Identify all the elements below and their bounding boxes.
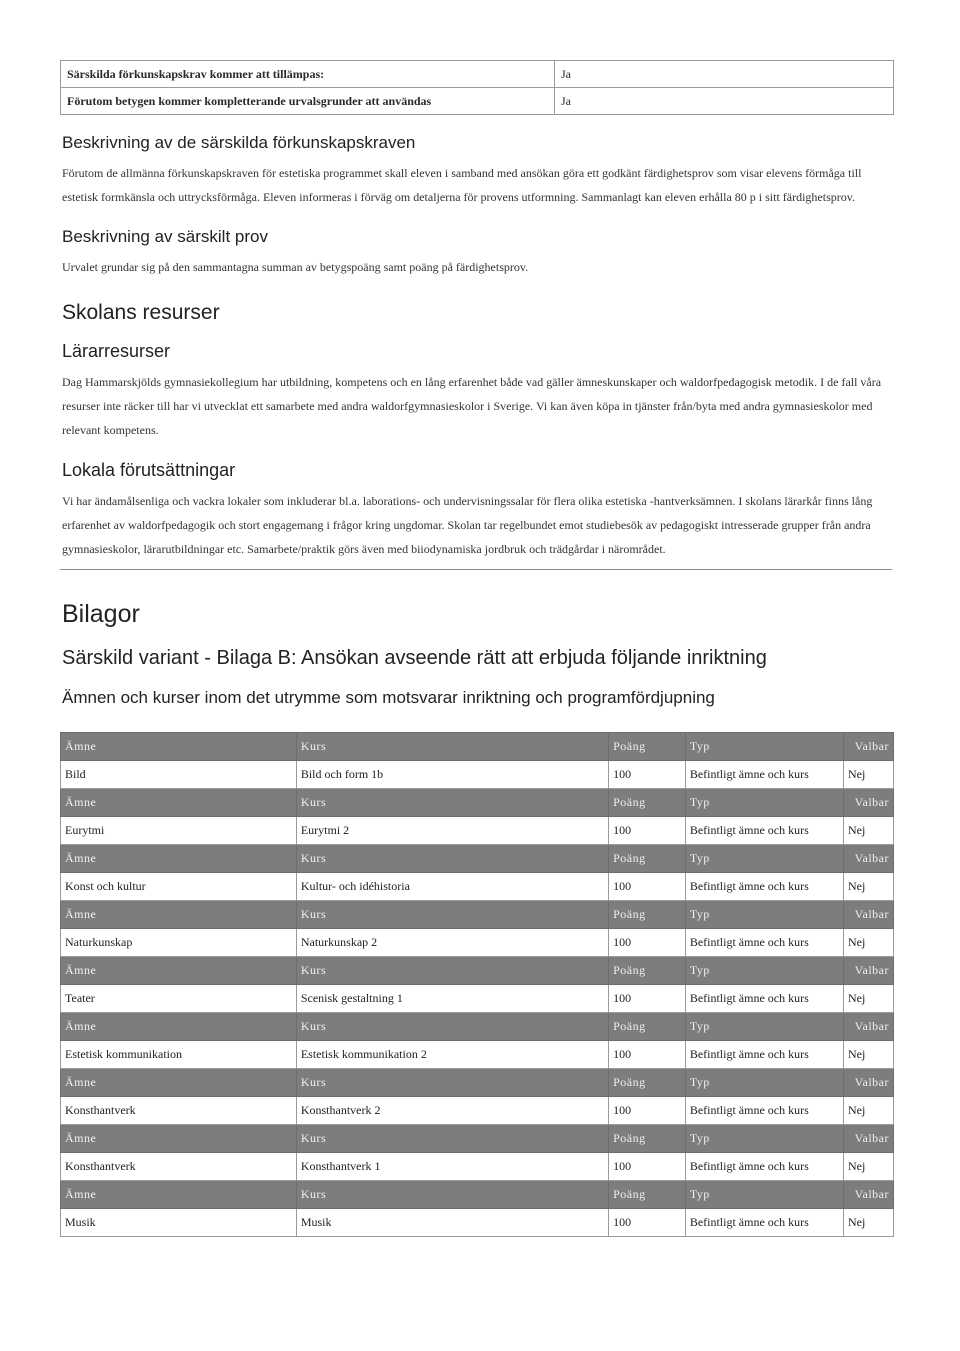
course-kurs: Estetisk kommunikation 2 [296, 1041, 608, 1069]
info-row [61, 61, 894, 88]
info-label: Förutom betygen kommer kompletterande urvalsgrunder att användas [61, 88, 555, 115]
course-amne: Eurytmi [61, 817, 297, 845]
course-typ: Befintligt ämne och kurs [685, 761, 843, 789]
course-amne: Konst och kultur [61, 873, 297, 901]
course-row [61, 1153, 894, 1181]
courses-header-row [61, 733, 894, 761]
header-typ: Typ [685, 733, 843, 761]
header-poang: Poäng [609, 1069, 686, 1097]
header-valbar: Valbar [844, 1069, 894, 1097]
info-value: Ja [555, 88, 894, 115]
course-typ: Befintligt ämne och kurs [685, 1153, 843, 1181]
course-kurs: Bild och form 1b [296, 761, 608, 789]
section-text-forkunskap: Förutom de allmänna förkunskapskraven för estetiska programmet skall eleven i samband med ansökan göra ett godkänt färdighetsprov som visar elevens förmåga till estetisk formkänsla och uttrycksförmåga. Eleven informeras i förväg om detaljerna för provens utformning. Sammanlagt kan eleven erhålla 80 p i sitt färdighetsprov. [62, 166, 862, 204]
courses-header-row [61, 789, 894, 817]
header-kurs: Kurs [296, 1125, 608, 1153]
header-kurs: Kurs [296, 1181, 608, 1209]
courses-header-row [61, 1069, 894, 1097]
section-text-prov: Urvalet grundar sig på den sammantagna summan av betygspoäng samt poäng på färdighetsprov. [62, 260, 529, 274]
header-valbar: Valbar [844, 901, 894, 929]
courses-header-row [61, 1125, 894, 1153]
course-poang: 100 [609, 1209, 686, 1237]
course-poang: 100 [609, 1041, 686, 1069]
course-typ: Befintligt ämne och kurs [685, 985, 843, 1013]
course-typ: Befintligt ämne och kurs [685, 1041, 843, 1069]
section-text-lokala: Vi har ändamålsenliga och vackra lokaler som inkluderar bl.a. laborations- och undervisningssalar för flera olika estetiska -hantverksämnen. I skolans lärarkår finns lång erfarenhet av waldorfpedagogik och stort engagemang i frågor kring ungdomar. Skolan tar regelbundet emot studiebesök av pedagogiskt intresserade grupper från andra gymnasieskolor, lärarutbildningar etc. Samarbete/praktik görs även med biiodynamiska jordbruk och trädgårdar i närområdet. [62, 494, 873, 556]
header-kurs: Kurs [296, 1069, 608, 1097]
divider [60, 569, 892, 570]
header-poang: Poäng [609, 733, 686, 761]
header-poang: Poäng [609, 957, 686, 985]
header-amne: Ämne [61, 1125, 297, 1153]
course-valbar: Nej [844, 1041, 894, 1069]
header-amne: Ämne [61, 1013, 297, 1041]
amnen-subtitle: Ämnen och kurser inom det utrymme som motsvarar inriktning och programfördjupning [62, 688, 715, 707]
info-row [61, 88, 894, 115]
course-valbar: Nej [844, 1153, 894, 1181]
header-amne: Ämne [61, 789, 297, 817]
courses-header-row [61, 1013, 894, 1041]
course-typ: Befintligt ämne och kurs [685, 1209, 843, 1237]
header-typ: Typ [685, 957, 843, 985]
header-amne: Ämne [61, 1181, 297, 1209]
header-typ: Typ [685, 1181, 843, 1209]
header-poang: Poäng [609, 789, 686, 817]
header-poang: Poäng [609, 1181, 686, 1209]
header-typ: Typ [685, 901, 843, 929]
course-poang: 100 [609, 761, 686, 789]
course-typ: Befintligt ämne och kurs [685, 817, 843, 845]
course-poang: 100 [609, 1153, 686, 1181]
header-kurs: Kurs [296, 733, 608, 761]
header-poang: Poäng [609, 901, 686, 929]
header-typ: Typ [685, 1069, 843, 1097]
header-valbar: Valbar [844, 789, 894, 817]
info-table [60, 60, 894, 115]
course-row [61, 1041, 894, 1069]
header-kurs: Kurs [296, 789, 608, 817]
course-valbar: Nej [844, 1097, 894, 1125]
course-typ: Befintligt ämne och kurs [685, 929, 843, 957]
course-kurs: Musik [296, 1209, 608, 1237]
course-row [61, 873, 894, 901]
courses-table [60, 732, 894, 1237]
header-kurs: Kurs [296, 845, 608, 873]
info-value: Ja [555, 61, 894, 88]
info-label: Särskilda förkunskapskrav kommer att tillämpas: [61, 61, 555, 88]
course-row [61, 817, 894, 845]
course-valbar: Nej [844, 761, 894, 789]
header-amne: Ämne [61, 845, 297, 873]
header-poang: Poäng [609, 1125, 686, 1153]
header-valbar: Valbar [844, 957, 894, 985]
header-valbar: Valbar [844, 733, 894, 761]
section-heading-resurser: Skolans resurser [62, 301, 220, 324]
header-typ: Typ [685, 1013, 843, 1041]
course-poang: 100 [609, 817, 686, 845]
course-amne: Naturkunskap [61, 929, 297, 957]
header-kurs: Kurs [296, 957, 608, 985]
header-typ: Typ [685, 1125, 843, 1153]
course-amne: Teater [61, 985, 297, 1013]
course-row [61, 761, 894, 789]
course-poang: 100 [609, 985, 686, 1013]
header-valbar: Valbar [844, 845, 894, 873]
course-valbar: Nej [844, 817, 894, 845]
course-poang: 100 [609, 873, 686, 901]
course-amne: Konsthantverk [61, 1097, 297, 1125]
course-valbar: Nej [844, 929, 894, 957]
course-kurs: Naturkunskap 2 [296, 929, 608, 957]
course-kurs: Konsthantverk 2 [296, 1097, 608, 1125]
header-kurs: Kurs [296, 1013, 608, 1041]
header-valbar: Valbar [844, 1125, 894, 1153]
header-amne: Ämne [61, 957, 297, 985]
course-valbar: Nej [844, 873, 894, 901]
course-kurs: Scenisk gestaltning 1 [296, 985, 608, 1013]
course-amne: Bild [61, 761, 297, 789]
course-kurs: Konsthantverk 1 [296, 1153, 608, 1181]
header-amne: Ämne [61, 901, 297, 929]
course-kurs: Kultur- och idéhistoria [296, 873, 608, 901]
course-kurs: Eurytmi 2 [296, 817, 608, 845]
header-poang: Poäng [609, 1013, 686, 1041]
header-typ: Typ [685, 789, 843, 817]
header-kurs: Kurs [296, 901, 608, 929]
header-amne: Ämne [61, 733, 297, 761]
section-heading-lararresurser: Lärarresurser [62, 341, 171, 361]
section-heading-prov: Beskrivning av särskilt prov [62, 227, 268, 246]
courses-header-row [61, 957, 894, 985]
header-poang: Poäng [609, 845, 686, 873]
course-typ: Befintligt ämne och kurs [685, 873, 843, 901]
course-valbar: Nej [844, 985, 894, 1013]
section-heading-forkunskap: Beskrivning av de särskilda förkunskapskraven [62, 133, 416, 152]
course-amne: Estetisk kommunikation [61, 1041, 297, 1069]
course-row [61, 1097, 894, 1125]
courses-header-row [61, 845, 894, 873]
course-row [61, 1209, 894, 1237]
document-page [60, 60, 894, 1237]
course-typ: Befintligt ämne och kurs [685, 1097, 843, 1125]
bilagor-title: Bilagor [62, 600, 140, 628]
course-amne: Konsthantverk [61, 1153, 297, 1181]
course-poang: 100 [609, 929, 686, 957]
header-valbar: Valbar [844, 1181, 894, 1209]
header-typ: Typ [685, 845, 843, 873]
header-amne: Ämne [61, 1069, 297, 1097]
section-text-lararresurser: Dag Hammarskjölds gymnasiekollegium har utbildning, kompetens och en lång erfarenhet både vad gäller ämneskunskaper och waldorfpedagogisk metodik. I de fall våra resurser inte räcker till har vi utvecklat ett samarbete med andra waldorfgymnasieskolor i Sverige. Vi kan även köpa in tjänster från/byta med andra gymnasieskolor med relevant kompetens. [62, 375, 882, 437]
course-row [61, 929, 894, 957]
courses-header-row [61, 1181, 894, 1209]
course-row [61, 985, 894, 1013]
course-poang: 100 [609, 1097, 686, 1125]
section-heading-lokala: Lokala förutsättningar [62, 460, 236, 480]
bilaga-variant-title: Särskild variant - Bilaga B: Ansökan avseende rätt att erbjuda följande inriktning [62, 647, 767, 669]
header-valbar: Valbar [844, 1013, 894, 1041]
courses-header-row [61, 901, 894, 929]
course-amne: Musik [61, 1209, 297, 1237]
course-valbar: Nej [844, 1209, 894, 1237]
